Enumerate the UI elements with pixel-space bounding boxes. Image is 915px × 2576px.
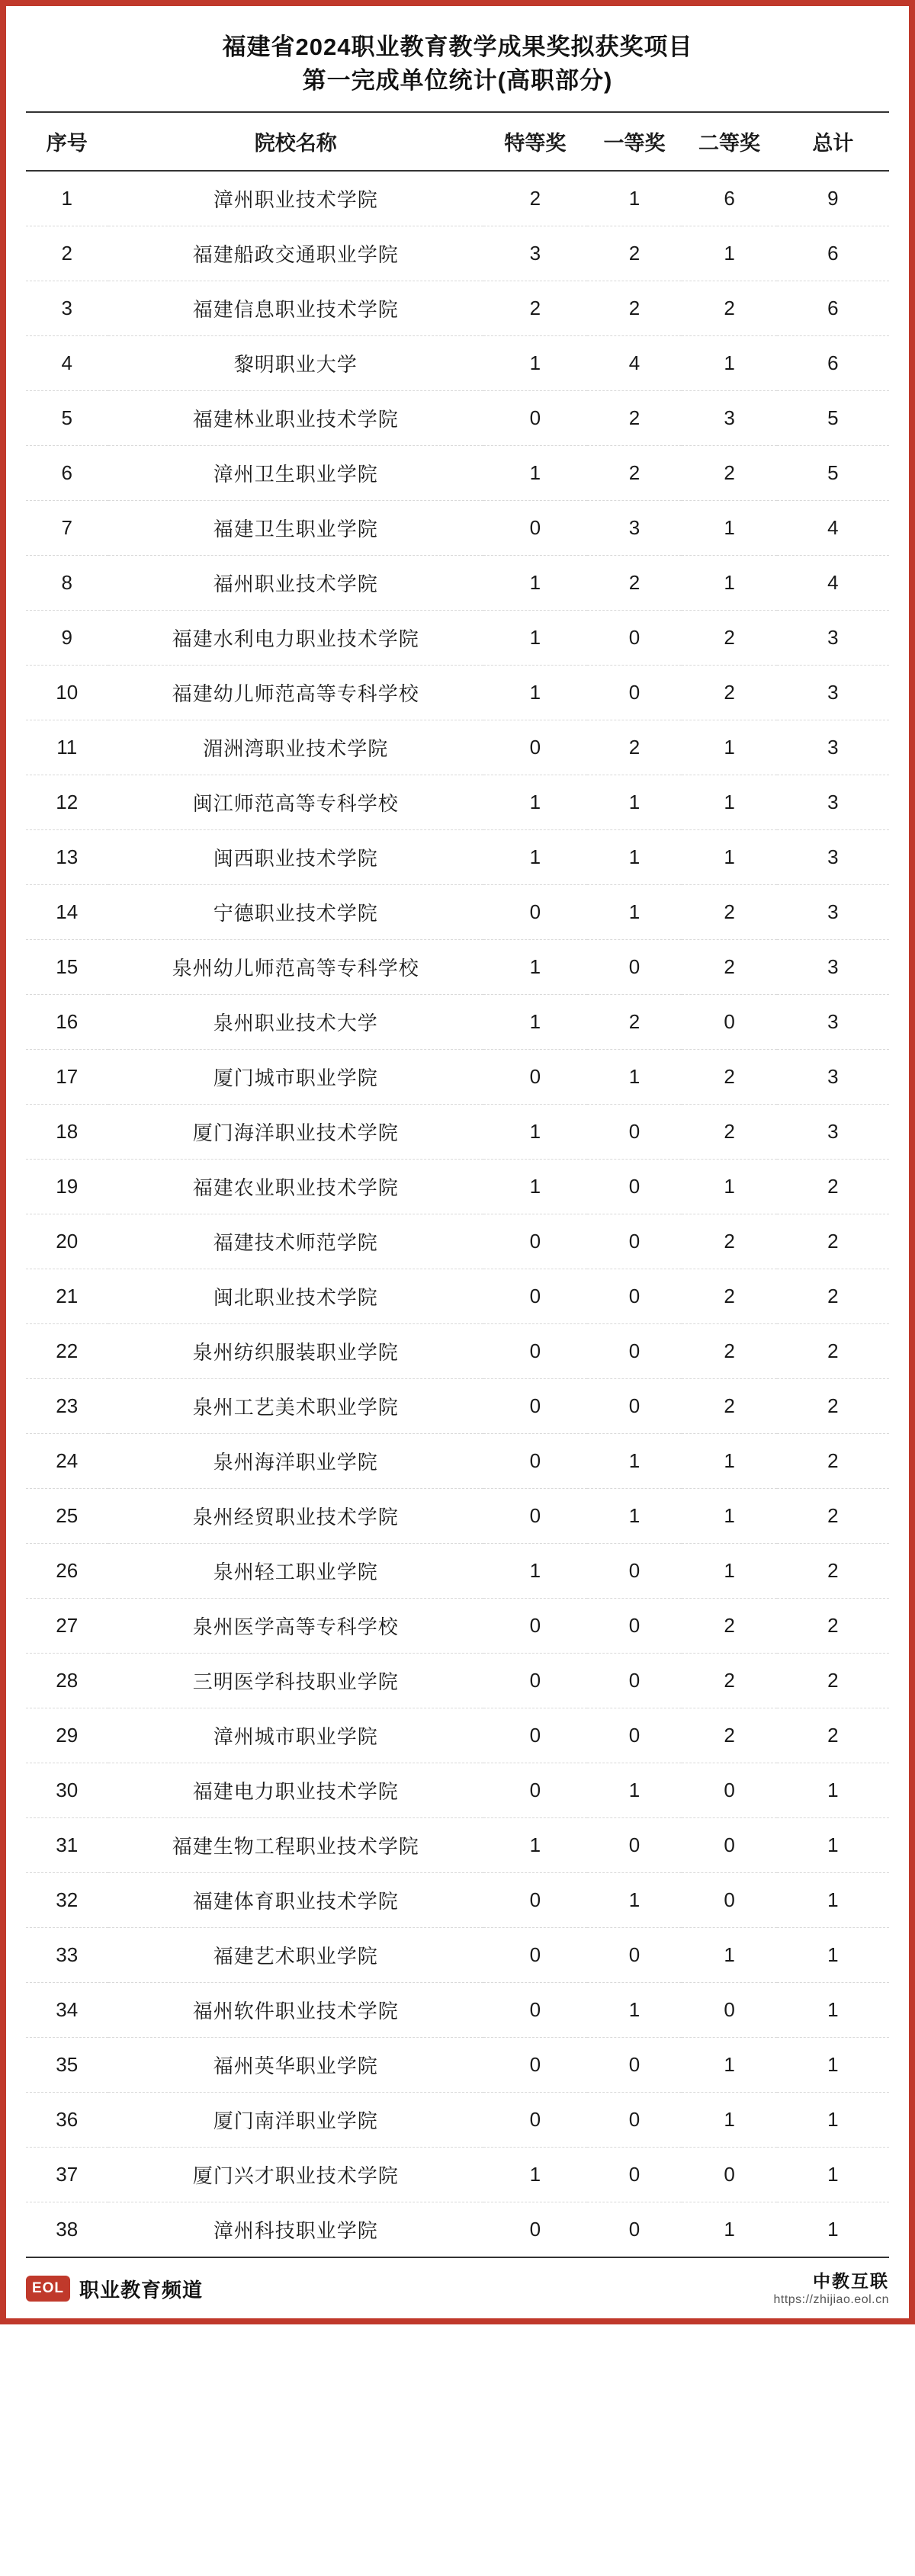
cell-index: 33 xyxy=(26,1928,108,1983)
cell-first-prize: 2 xyxy=(587,995,682,1050)
table-row xyxy=(26,830,889,885)
cell-first-prize: 0 xyxy=(587,1105,682,1160)
cell-second-prize: 2 xyxy=(682,666,777,720)
cell-special-prize: 0 xyxy=(483,1983,587,2038)
cell-special-prize: 1 xyxy=(483,2148,587,2202)
cell-school-name: 福建船政交通职业学院 xyxy=(108,226,483,281)
cell-school-name: 漳州卫生职业学院 xyxy=(108,446,483,501)
cell-second-prize: 2 xyxy=(682,1050,777,1105)
cell-first-prize: 0 xyxy=(587,1214,682,1269)
cell-first-prize: 0 xyxy=(587,1654,682,1708)
cell-total: 3 xyxy=(777,830,889,885)
cell-total: 1 xyxy=(777,1928,889,1983)
cell-total: 1 xyxy=(777,1983,889,2038)
page-title-line-2: 第一完成单位统计(高职部分) xyxy=(302,67,613,95)
cell-special-prize: 0 xyxy=(483,1379,587,1434)
table-header-row xyxy=(26,112,889,171)
cell-index: 13 xyxy=(26,830,108,885)
cell-second-prize: 0 xyxy=(682,1818,777,1873)
cell-school-name: 漳州职业技术学院 xyxy=(108,171,483,226)
cell-first-prize: 2 xyxy=(587,281,682,336)
cell-index: 34 xyxy=(26,1983,108,2038)
cell-index: 29 xyxy=(26,1708,108,1763)
cell-special-prize: 0 xyxy=(483,885,587,940)
cell-second-prize: 1 xyxy=(682,1544,777,1599)
page-footer xyxy=(6,2258,909,2318)
footer-brand-url: https://zhijiao.eol.cn xyxy=(773,2292,889,2306)
cell-special-prize: 0 xyxy=(483,501,587,556)
cell-special-prize: 1 xyxy=(483,611,587,666)
cell-second-prize: 3 xyxy=(682,391,777,446)
table-body xyxy=(26,171,889,2257)
cell-school-name: 福建卫生职业学院 xyxy=(108,501,483,556)
cell-special-prize: 1 xyxy=(483,995,587,1050)
cell-total: 1 xyxy=(777,1873,889,1928)
cell-school-name: 泉州幼儿师范高等专科学校 xyxy=(108,940,483,995)
cell-total: 9 xyxy=(777,171,889,226)
cell-school-name: 福建信息职业技术学院 xyxy=(108,281,483,336)
page-title xyxy=(26,20,889,111)
cell-second-prize: 0 xyxy=(682,2148,777,2202)
cell-second-prize: 2 xyxy=(682,611,777,666)
cell-special-prize: 1 xyxy=(483,940,587,995)
cell-school-name: 泉州轻工职业学院 xyxy=(108,1544,483,1599)
cell-first-prize: 1 xyxy=(587,1434,682,1489)
cell-index: 11 xyxy=(26,720,108,775)
cell-index: 25 xyxy=(26,1489,108,1544)
page-title-line-1: 福建省2024职业教育教学成果奖拟获奖项目 xyxy=(222,34,693,60)
cell-school-name: 漳州科技职业学院 xyxy=(108,2202,483,2258)
cell-second-prize: 0 xyxy=(682,1983,777,2038)
cell-index: 30 xyxy=(26,1763,108,1818)
cell-school-name: 泉州经贸职业技术学院 xyxy=(108,1489,483,1544)
cell-total: 1 xyxy=(777,1818,889,1873)
cell-special-prize: 0 xyxy=(483,1214,587,1269)
column-header-school: 院校名称 xyxy=(108,112,483,171)
table-header xyxy=(26,112,889,171)
cell-second-prize: 1 xyxy=(682,501,777,556)
cell-total: 6 xyxy=(777,281,889,336)
cell-first-prize: 1 xyxy=(587,171,682,226)
cell-second-prize: 0 xyxy=(682,1873,777,1928)
cell-special-prize: 0 xyxy=(483,2038,587,2093)
cell-index: 38 xyxy=(26,2202,108,2258)
cell-school-name: 泉州职业技术大学 xyxy=(108,995,483,1050)
table-row xyxy=(26,1544,889,1599)
cell-school-name: 闽北职业技术学院 xyxy=(108,1269,483,1324)
cell-index: 37 xyxy=(26,2148,108,2202)
table-row xyxy=(26,2202,889,2258)
table-row xyxy=(26,1983,889,2038)
table-row xyxy=(26,391,889,446)
table-row xyxy=(26,1763,889,1818)
cell-special-prize: 1 xyxy=(483,1160,587,1214)
cell-special-prize: 3 xyxy=(483,226,587,281)
cell-first-prize: 1 xyxy=(587,830,682,885)
cell-total: 3 xyxy=(777,885,889,940)
cell-school-name: 厦门兴才职业技术学院 xyxy=(108,2148,483,2202)
cell-special-prize: 0 xyxy=(483,1654,587,1708)
cell-special-prize: 1 xyxy=(483,1105,587,1160)
awards-table xyxy=(26,111,889,2258)
eol-logo-icon: EOL xyxy=(26,2276,70,2302)
table-row xyxy=(26,2038,889,2093)
cell-first-prize: 2 xyxy=(587,391,682,446)
cell-index: 21 xyxy=(26,1269,108,1324)
cell-school-name: 厦门城市职业学院 xyxy=(108,1050,483,1105)
column-header-special-prize: 特等奖 xyxy=(483,112,587,171)
table-row xyxy=(26,1324,889,1379)
cell-school-name: 闽西职业技术学院 xyxy=(108,830,483,885)
table-row xyxy=(26,2093,889,2148)
cell-total: 1 xyxy=(777,1763,889,1818)
cell-index: 9 xyxy=(26,611,108,666)
cell-special-prize: 0 xyxy=(483,1324,587,1379)
cell-first-prize: 0 xyxy=(587,1599,682,1654)
table-row xyxy=(26,336,889,391)
cell-index: 10 xyxy=(26,666,108,720)
cell-total: 1 xyxy=(777,2093,889,2148)
cell-special-prize: 1 xyxy=(483,775,587,830)
cell-index: 35 xyxy=(26,2038,108,2093)
table-row xyxy=(26,1379,889,1434)
cell-first-prize: 2 xyxy=(587,446,682,501)
table-row xyxy=(26,775,889,830)
cell-total: 2 xyxy=(777,1489,889,1544)
table-row xyxy=(26,446,889,501)
cell-school-name: 福建体育职业技术学院 xyxy=(108,1873,483,1928)
cell-special-prize: 0 xyxy=(483,1489,587,1544)
cell-index: 18 xyxy=(26,1105,108,1160)
table-row xyxy=(26,1105,889,1160)
cell-school-name: 福建电力职业技术学院 xyxy=(108,1763,483,1818)
table-row xyxy=(26,720,889,775)
table-row xyxy=(26,1434,889,1489)
cell-index: 12 xyxy=(26,775,108,830)
cell-second-prize: 2 xyxy=(682,1654,777,1708)
cell-second-prize: 2 xyxy=(682,940,777,995)
cell-index: 5 xyxy=(26,391,108,446)
table-row xyxy=(26,556,889,611)
cell-second-prize: 1 xyxy=(682,1160,777,1214)
cell-total: 3 xyxy=(777,940,889,995)
cell-special-prize: 1 xyxy=(483,1544,587,1599)
cell-second-prize: 1 xyxy=(682,720,777,775)
footer-branding-left xyxy=(26,2275,203,2303)
cell-second-prize: 1 xyxy=(682,336,777,391)
cell-first-prize: 0 xyxy=(587,1544,682,1599)
cell-second-prize: 1 xyxy=(682,830,777,885)
cell-second-prize: 2 xyxy=(682,885,777,940)
table-row xyxy=(26,666,889,720)
document-body xyxy=(6,6,909,2258)
cell-second-prize: 1 xyxy=(682,2093,777,2148)
cell-special-prize: 1 xyxy=(483,666,587,720)
cell-special-prize: 0 xyxy=(483,1763,587,1818)
cell-school-name: 福州软件职业技术学院 xyxy=(108,1983,483,2038)
cell-second-prize: 0 xyxy=(682,995,777,1050)
table-row xyxy=(26,1654,889,1708)
cell-school-name: 漳州城市职业学院 xyxy=(108,1708,483,1763)
cell-index: 23 xyxy=(26,1379,108,1434)
cell-second-prize: 2 xyxy=(682,281,777,336)
cell-school-name: 福建技术师范学院 xyxy=(108,1214,483,1269)
cell-total: 2 xyxy=(777,1269,889,1324)
cell-second-prize: 1 xyxy=(682,2202,777,2258)
table-row xyxy=(26,940,889,995)
table-row xyxy=(26,995,889,1050)
cell-total: 2 xyxy=(777,1708,889,1763)
cell-total: 3 xyxy=(777,995,889,1050)
cell-first-prize: 0 xyxy=(587,666,682,720)
cell-special-prize: 1 xyxy=(483,1818,587,1873)
cell-school-name: 厦门海洋职业技术学院 xyxy=(108,1105,483,1160)
cell-index: 2 xyxy=(26,226,108,281)
cell-first-prize: 0 xyxy=(587,940,682,995)
cell-total: 6 xyxy=(777,336,889,391)
cell-total: 3 xyxy=(777,611,889,666)
cell-special-prize: 0 xyxy=(483,1928,587,1983)
cell-total: 2 xyxy=(777,1434,889,1489)
table-row xyxy=(26,1050,889,1105)
cell-school-name: 厦门南洋职业学院 xyxy=(108,2093,483,2148)
cell-second-prize: 2 xyxy=(682,446,777,501)
cell-special-prize: 0 xyxy=(483,1434,587,1489)
cell-school-name: 闽江师范高等专科学校 xyxy=(108,775,483,830)
table-row xyxy=(26,1928,889,1983)
cell-index: 15 xyxy=(26,940,108,995)
cell-school-name: 泉州纺织服装职业学院 xyxy=(108,1324,483,1379)
cell-total: 2 xyxy=(777,1214,889,1269)
footer-channel-name: 职业教育频道 xyxy=(79,2278,204,2302)
table-row xyxy=(26,1269,889,1324)
cell-special-prize: 0 xyxy=(483,1269,587,1324)
cell-first-prize: 1 xyxy=(587,1763,682,1818)
cell-second-prize: 2 xyxy=(682,1599,777,1654)
cell-first-prize: 1 xyxy=(587,1050,682,1105)
cell-school-name: 福建生物工程职业技术学院 xyxy=(108,1818,483,1873)
table-row xyxy=(26,2148,889,2202)
cell-second-prize: 1 xyxy=(682,226,777,281)
cell-special-prize: 2 xyxy=(483,171,587,226)
cell-school-name: 泉州医学高等专科学校 xyxy=(108,1599,483,1654)
cell-first-prize: 1 xyxy=(587,1873,682,1928)
cell-first-prize: 1 xyxy=(587,885,682,940)
cell-first-prize: 0 xyxy=(587,2038,682,2093)
cell-second-prize: 6 xyxy=(682,171,777,226)
cell-index: 31 xyxy=(26,1818,108,1873)
cell-special-prize: 0 xyxy=(483,1599,587,1654)
column-header-total: 总计 xyxy=(777,112,889,171)
cell-school-name: 泉州工艺美术职业学院 xyxy=(108,1379,483,1434)
cell-second-prize: 1 xyxy=(682,1928,777,1983)
cell-special-prize: 1 xyxy=(483,336,587,391)
column-header-first-prize: 一等奖 xyxy=(587,112,682,171)
cell-index: 19 xyxy=(26,1160,108,1214)
cell-first-prize: 0 xyxy=(587,2093,682,2148)
cell-school-name: 福建水利电力职业技术学院 xyxy=(108,611,483,666)
cell-second-prize: 1 xyxy=(682,2038,777,2093)
table-row xyxy=(26,1599,889,1654)
cell-total: 6 xyxy=(777,226,889,281)
cell-index: 16 xyxy=(26,995,108,1050)
column-header-second-prize: 二等奖 xyxy=(682,112,777,171)
cell-school-name: 福建艺术职业学院 xyxy=(108,1928,483,1983)
cell-school-name: 福州职业技术学院 xyxy=(108,556,483,611)
cell-total: 5 xyxy=(777,446,889,501)
cell-first-prize: 0 xyxy=(587,1160,682,1214)
cell-total: 2 xyxy=(777,1379,889,1434)
table-row xyxy=(26,171,889,226)
cell-first-prize: 3 xyxy=(587,501,682,556)
cell-total: 2 xyxy=(777,1599,889,1654)
cell-second-prize: 2 xyxy=(682,1379,777,1434)
cell-second-prize: 2 xyxy=(682,1324,777,1379)
cell-index: 6 xyxy=(26,446,108,501)
cell-second-prize: 2 xyxy=(682,1269,777,1324)
cell-first-prize: 2 xyxy=(587,226,682,281)
cell-second-prize: 1 xyxy=(682,1489,777,1544)
cell-index: 17 xyxy=(26,1050,108,1105)
cell-special-prize: 0 xyxy=(483,2093,587,2148)
cell-total: 1 xyxy=(777,2202,889,2258)
cell-index: 28 xyxy=(26,1654,108,1708)
footer-brand-name: 中教互联 xyxy=(813,2271,889,2292)
table-row xyxy=(26,226,889,281)
cell-special-prize: 0 xyxy=(483,391,587,446)
cell-total: 4 xyxy=(777,501,889,556)
cell-total: 2 xyxy=(777,1324,889,1379)
cell-school-name: 福州英华职业学院 xyxy=(108,2038,483,2093)
cell-special-prize: 0 xyxy=(483,1873,587,1928)
cell-first-prize: 1 xyxy=(587,775,682,830)
cell-total: 3 xyxy=(777,775,889,830)
cell-total: 2 xyxy=(777,1544,889,1599)
cell-index: 3 xyxy=(26,281,108,336)
cell-index: 1 xyxy=(26,171,108,226)
cell-index: 20 xyxy=(26,1214,108,1269)
cell-total: 3 xyxy=(777,1105,889,1160)
cell-special-prize: 1 xyxy=(483,556,587,611)
cell-special-prize: 1 xyxy=(483,830,587,885)
table-row xyxy=(26,1708,889,1763)
cell-first-prize: 2 xyxy=(587,556,682,611)
cell-school-name: 福建林业职业技术学院 xyxy=(108,391,483,446)
cell-special-prize: 1 xyxy=(483,446,587,501)
table-row xyxy=(26,501,889,556)
cell-index: 4 xyxy=(26,336,108,391)
cell-first-prize: 0 xyxy=(587,611,682,666)
cell-index: 22 xyxy=(26,1324,108,1379)
footer-branding-right xyxy=(773,2270,889,2308)
cell-index: 36 xyxy=(26,2093,108,2148)
table-row xyxy=(26,611,889,666)
cell-first-prize: 0 xyxy=(587,1269,682,1324)
table-row xyxy=(26,1818,889,1873)
cell-total: 3 xyxy=(777,720,889,775)
cell-index: 8 xyxy=(26,556,108,611)
cell-first-prize: 0 xyxy=(587,1928,682,1983)
cell-first-prize: 1 xyxy=(587,1489,682,1544)
cell-index: 24 xyxy=(26,1434,108,1489)
cell-special-prize: 2 xyxy=(483,281,587,336)
cell-total: 5 xyxy=(777,391,889,446)
cell-school-name: 三明医学科技职业学院 xyxy=(108,1654,483,1708)
cell-second-prize: 1 xyxy=(682,556,777,611)
cell-second-prize: 1 xyxy=(682,775,777,830)
cell-total: 2 xyxy=(777,1160,889,1214)
cell-total: 3 xyxy=(777,1050,889,1105)
cell-special-prize: 0 xyxy=(483,720,587,775)
cell-index: 26 xyxy=(26,1544,108,1599)
cell-school-name: 黎明职业大学 xyxy=(108,336,483,391)
cell-first-prize: 0 xyxy=(587,2148,682,2202)
table-row xyxy=(26,885,889,940)
cell-first-prize: 0 xyxy=(587,1379,682,1434)
cell-first-prize: 0 xyxy=(587,1818,682,1873)
table-row xyxy=(26,1160,889,1214)
cell-school-name: 泉州海洋职业学院 xyxy=(108,1434,483,1489)
cell-total: 1 xyxy=(777,2148,889,2202)
cell-first-prize: 1 xyxy=(587,1983,682,2038)
cell-second-prize: 2 xyxy=(682,1105,777,1160)
cell-index: 32 xyxy=(26,1873,108,1928)
cell-first-prize: 0 xyxy=(587,2202,682,2258)
cell-school-name: 宁德职业技术学院 xyxy=(108,885,483,940)
cell-first-prize: 0 xyxy=(587,1708,682,1763)
cell-school-name: 福建农业职业技术学院 xyxy=(108,1160,483,1214)
cell-second-prize: 1 xyxy=(682,1434,777,1489)
table-row xyxy=(26,1214,889,1269)
table-row xyxy=(26,281,889,336)
cell-total: 2 xyxy=(777,1654,889,1708)
cell-first-prize: 2 xyxy=(587,720,682,775)
cell-first-prize: 0 xyxy=(587,1324,682,1379)
cell-index: 27 xyxy=(26,1599,108,1654)
cell-second-prize: 2 xyxy=(682,1708,777,1763)
cell-second-prize: 2 xyxy=(682,1214,777,1269)
cell-total: 3 xyxy=(777,666,889,720)
cell-special-prize: 0 xyxy=(483,1708,587,1763)
cell-first-prize: 4 xyxy=(587,336,682,391)
cell-school-name: 湄洲湾职业技术学院 xyxy=(108,720,483,775)
column-header-index: 序号 xyxy=(26,112,108,171)
cell-special-prize: 0 xyxy=(483,2202,587,2258)
cell-total: 4 xyxy=(777,556,889,611)
cell-second-prize: 0 xyxy=(682,1763,777,1818)
cell-total: 1 xyxy=(777,2038,889,2093)
cell-school-name: 福建幼儿师范高等专科学校 xyxy=(108,666,483,720)
cell-special-prize: 0 xyxy=(483,1050,587,1105)
table-row xyxy=(26,1489,889,1544)
cell-index: 14 xyxy=(26,885,108,940)
table-row xyxy=(26,1873,889,1928)
cell-index: 7 xyxy=(26,501,108,556)
